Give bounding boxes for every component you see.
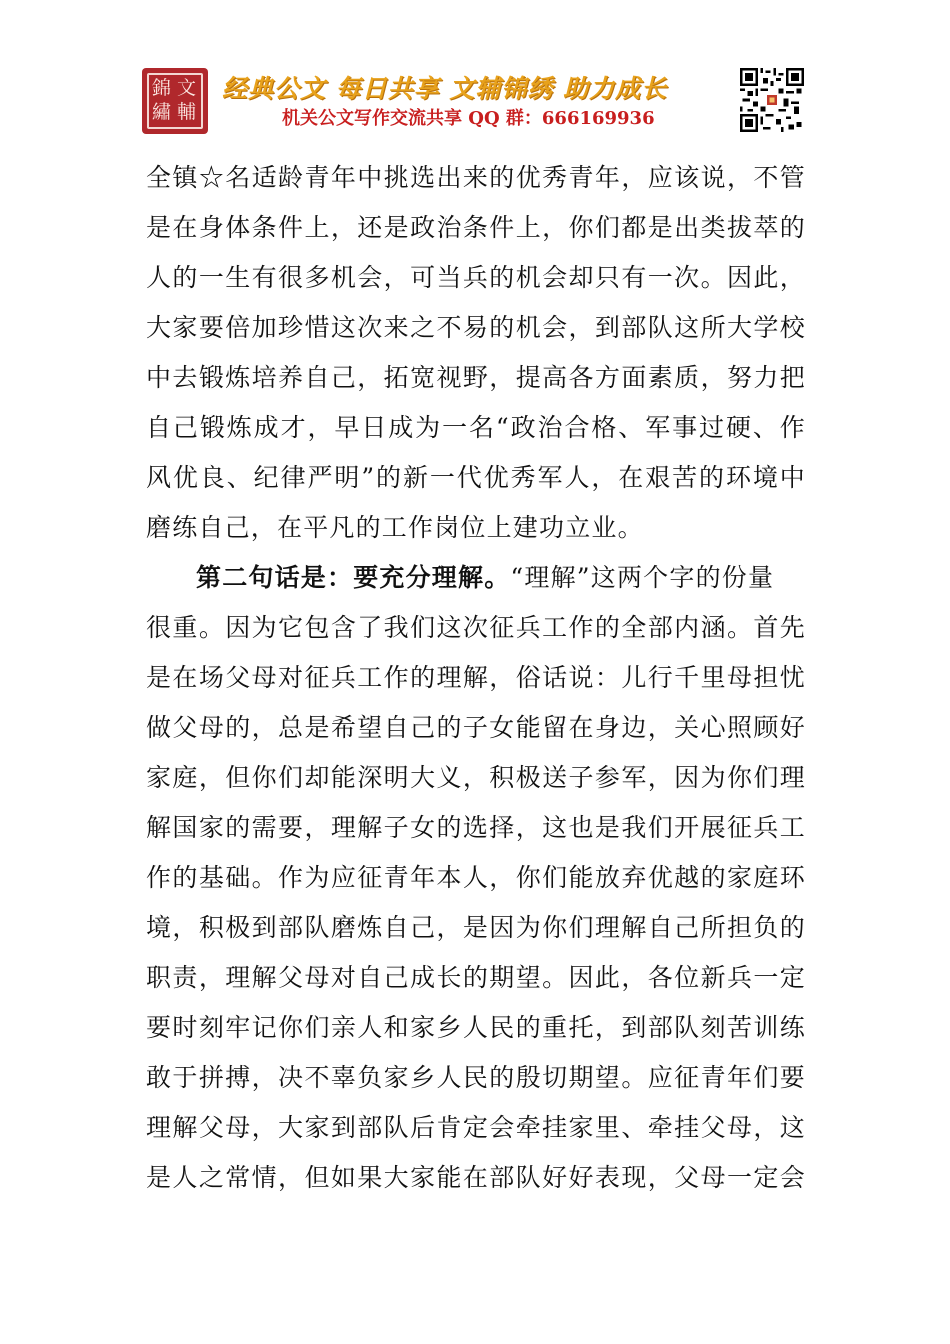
- seal-char-2: 繡: [152, 101, 172, 123]
- paragraph-2: [146, 553, 806, 1203]
- text-line: 是在场父母对征兵工作的理解，俗话说：儿行千里母担忧: [146, 663, 806, 692]
- text-line-lead: [146, 553, 806, 603]
- text-line: 人的一生有很多机会，可当兵的机会却只有一次。因此，: [146, 263, 806, 292]
- header-qq-line: 机关公文写作交流共享 QQ 群：666169936: [282, 108, 655, 129]
- document-body: [146, 153, 806, 1203]
- page-header: [0, 0, 950, 150]
- lead-text: “理解”这两个字的份量: [510, 563, 775, 592]
- section-heading: 第二句话是：要充分理解。: [196, 563, 511, 592]
- text-line: 是在身体条件上，还是政治条件上，你们都是出类拔萃的: [146, 213, 806, 242]
- text-line: 全镇☆名适龄青年中挑选出来的优秀青年，应该说，不管: [146, 163, 806, 192]
- text-line: 是人之常情，但如果大家能在部队好好表现，父母一定会: [146, 1163, 806, 1192]
- text-line: 自己锻炼成才，早日成为一名“政治合格、军事过硬、作: [146, 413, 806, 442]
- seal-logo: [142, 68, 208, 134]
- text-line: 做父母的，总是希望自己的子女能留在身边，关心照顾好: [146, 713, 806, 742]
- text-line: 中去锻炼培养自己，拓宽视野，提高各方面素质，努力把: [146, 363, 806, 392]
- text-line: 解国家的需要，理解子女的选择，这也是我们开展征兵工: [146, 813, 806, 842]
- text-line: 风优良、纪律严明”的新一代优秀军人，在艰苦的环境中: [146, 463, 806, 492]
- text-line: 磨练自己，在平凡的工作岗位上建功立业。: [146, 513, 644, 542]
- qr-code-icon: [740, 68, 804, 132]
- text-line: 要时刻牢记你们亲人和家乡人民的重托，到部队刻苦训练: [146, 1013, 806, 1042]
- text-line: 很重。因为它包含了我们这次征兵工作的全部内涵。首先: [146, 613, 806, 642]
- text-line: 职责，理解父母对自己成长的期望。因此，各位新兵一定: [146, 963, 806, 992]
- seal-char-1: 錦: [152, 77, 172, 99]
- text-line: 大家要倍加珍惜这次来之不易的机会，到部队这所大学校: [146, 313, 806, 342]
- seal-char-4: 輔: [177, 101, 197, 123]
- seal-char-3: 文: [177, 77, 197, 99]
- header-slogan: 经典公文 每日共享 文辅锦绣 助力成长: [222, 74, 668, 103]
- text-line: 作的基础。作为应征青年本人，你们能放弃优越的家庭环: [146, 863, 806, 892]
- text-line: 理解父母，大家到部队后肯定会牵挂家里、牵挂父母，这: [146, 1113, 806, 1142]
- text-line: 敢于拼搏，决不辜负家乡人民的殷切期望。应征青年们要: [146, 1063, 806, 1092]
- text-line: 境，积极到部队磨炼自己，是因为你们理解自己所担负的: [146, 913, 806, 942]
- paragraph-1: [146, 153, 806, 553]
- text-line: 家庭，但你们却能深明大义，积极送子参军，因为你们理: [146, 763, 806, 792]
